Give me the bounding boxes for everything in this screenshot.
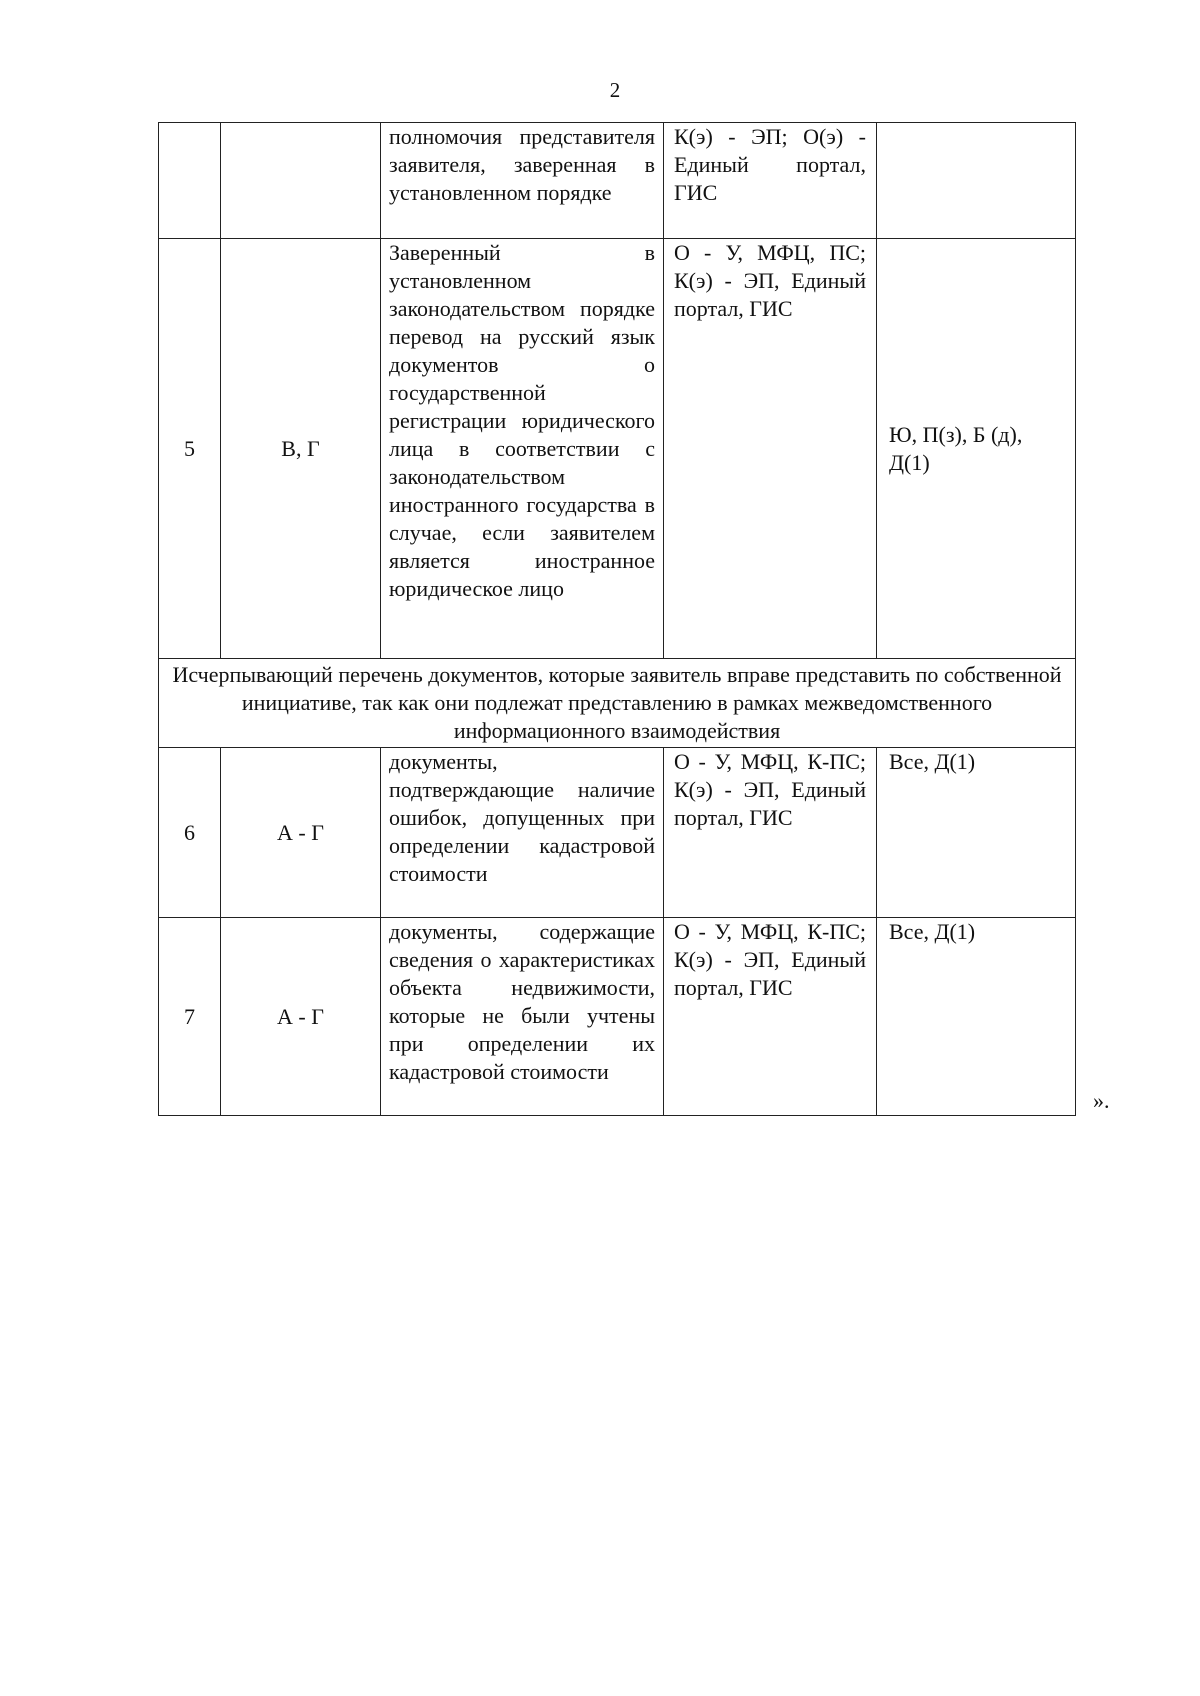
row-applicants: Все, Д(1): [877, 918, 1076, 1116]
row-document: Заверенный в установленном законодательством порядке перевод на русский язык документов о государственной регистрации юридического лица в соответствии с законодательством иностранного государства в случае, если заявителем является иностранное юридическое лицо: [381, 239, 664, 659]
row-document: документы, содержащие сведения о характеристиках объекта недвижимости, которые не были учтены при определении их кадастровой стоимости: [381, 918, 664, 1116]
table-row: [159, 239, 1076, 659]
row-category: [221, 123, 381, 239]
row-submission-forms: О - У, МФЦ, ПС; К(э) - ЭП, Единый портал, ГИС: [664, 239, 877, 659]
row-number: [159, 123, 221, 239]
row-applicants: [877, 123, 1076, 239]
row-category: А - Г: [221, 748, 381, 918]
row-category: А - Г: [221, 918, 381, 1116]
row-category: В, Г: [221, 239, 381, 659]
row-applicants: Ю, П(з), Б (д), Д(1): [877, 239, 1076, 659]
section-row: [159, 659, 1076, 748]
row-number: 7: [159, 918, 221, 1116]
row-applicants: Все, Д(1): [877, 748, 1076, 918]
row-number: 6: [159, 748, 221, 918]
table-row: [159, 918, 1076, 1116]
row-submission-forms: О - У, МФЦ, К-ПС; К(э) - ЭП, Единый портал, ГИС: [664, 918, 877, 1116]
closing-quote: ».: [1093, 1088, 1110, 1113]
table-row: [159, 123, 1076, 239]
section-heading: Исчерпывающий перечень документов, которые заявитель вправе представить по собственной инициативе, так как они подлежат представлению в рамках межведомственного информационного взаимодействия: [159, 659, 1076, 748]
row-number: 5: [159, 239, 221, 659]
documents-table: [158, 122, 1076, 1116]
row-submission-forms: О - У, МФЦ, К-ПС; К(э) - ЭП, Единый портал, ГИС: [664, 748, 877, 918]
table-row: [159, 748, 1076, 918]
row-submission-forms: К(э) - ЭП; О(э) - Единый портал, ГИС: [664, 123, 877, 239]
row-document: документы, подтверждающие наличие ошибок, допущенных при определении кадастровой стоимости: [381, 748, 664, 918]
page-number: 2: [609, 78, 621, 102]
row-document: полномочия представителя заявителя, заверенная в установленном порядке: [381, 123, 664, 239]
